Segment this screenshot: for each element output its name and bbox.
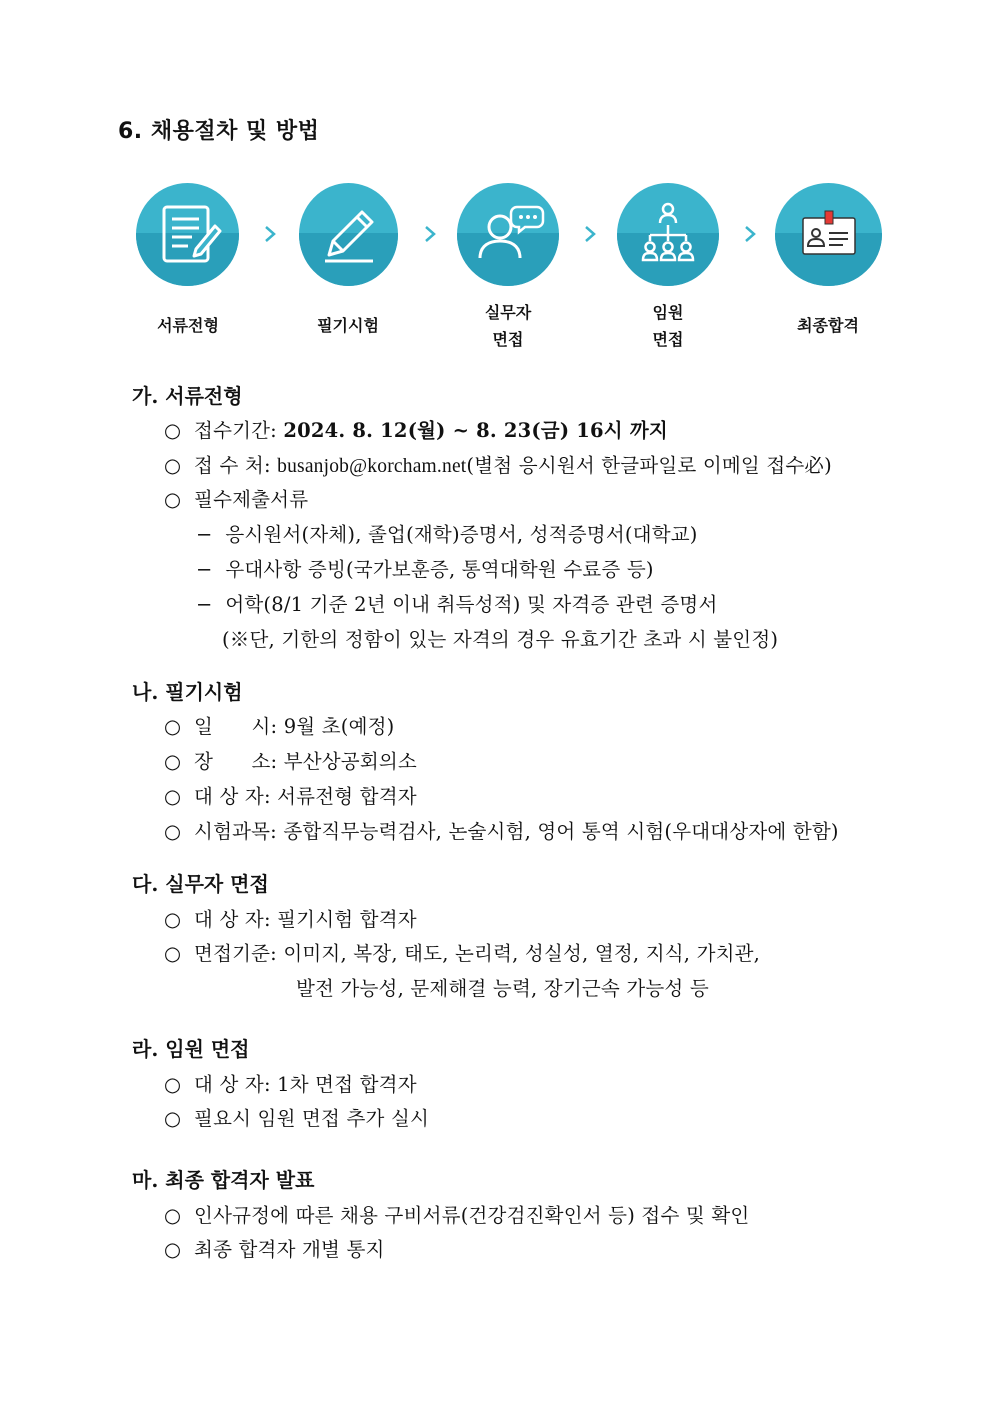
value: 필기시험 합격자 [277,908,417,931]
dash-line [196,554,654,582]
value: 2024. 8. 12(월) ~ 8. 23(금) 16시 까지 [283,419,668,442]
section-title: 다. 실무자 면접 [132,872,269,896]
label: 일 시: [194,715,278,738]
value: 어학(8/1 기준 2년 이내 취득성적) 및 자격증 관련 증명서 [225,593,718,616]
bullet-line [164,711,394,739]
bullet: ○ [164,1204,182,1227]
step-label [608,299,728,353]
label: 대 상 자: [194,785,271,808]
bullet: ○ [164,942,182,965]
value: 응시원서(자체), 졸업(재학)증명서, 성적증명서(대학교) [225,523,698,546]
bullet-line [164,781,417,809]
bullet: ○ [164,750,182,773]
org-chart-icon [617,183,719,286]
section-title: 라. 임원 면접 [132,1037,250,1061]
value: 필요시 임원 면접 추가 실시 [194,1107,430,1130]
dash: − [196,593,213,616]
dash: − [196,558,213,581]
pencil-icon [299,183,398,286]
label: 접 수 처: [194,454,271,477]
value: 부산상공회의소 [283,750,417,773]
step-label-line: 임원 [652,303,684,322]
step-label: 최종합격 [797,316,859,335]
step-label [448,299,568,353]
bullet-line [164,938,760,966]
bullet-line [164,1069,417,1097]
bullet-line [164,415,668,443]
section-title: 마. 최종 합격자 발표 [132,1168,315,1192]
section-title: 가. 서류전형 [132,384,243,408]
bullet: ○ [164,419,182,442]
dash-line [196,519,698,547]
chevron-right-icon [418,222,442,246]
value: 1차 면접 합격자 [277,1073,417,1096]
chevron-right-icon [738,222,762,246]
section-heading: 6. 채용절차 및 방법 [118,119,320,144]
value: 서류전형 합격자 [277,785,417,808]
label: 필수제출서류 [194,488,309,511]
bullet: ○ [164,1107,182,1130]
people-chat-icon [457,183,559,286]
id-badge-icon [775,183,882,286]
step-label-line: 실무자 [484,303,532,322]
label: 접수기간: [194,419,277,442]
section-title: 나. 필기시험 [132,680,243,704]
dash-line [196,589,718,617]
value: 9월 초(예정) [283,715,395,738]
chevron-right-icon [578,222,602,246]
bullet: ○ [164,1073,182,1096]
document-pencil-icon [136,183,239,286]
bullet-line [164,484,308,512]
value: 최종 합격자 개별 통지 [194,1238,385,1261]
label: 장 소: [194,750,278,773]
bullet-line [164,904,417,932]
label: 대 상 자: [194,1073,271,1096]
step-label-line: 면접 [652,330,684,349]
value: 우대사항 증빙(국가보훈증, 통역대학원 수료증 등) [225,558,654,581]
bullet-line [164,816,839,844]
bullet-line [164,1200,749,1228]
label: 시험과목: [194,820,277,843]
bullet: ○ [164,820,182,843]
step-label: 필기시험 [317,316,379,335]
bullet: ○ [164,454,182,477]
bullet: ○ [164,1238,182,1261]
note: (별첨 응시원서 한글파일로 이메일 접수必) [466,454,832,477]
label: 대 상 자: [194,908,271,931]
value: 인사규정에 따른 채용 구비서류(건강검진확인서 등) 접수 및 확인 [194,1204,750,1227]
label: 면접기준: [194,942,277,965]
continuation-line: 발전 가능성, 문제해결 능력, 장기근속 가능성 등 [296,977,709,1000]
step-label: 서류전형 [157,316,219,335]
bullet: ○ [164,908,182,931]
bullet-line [164,450,832,478]
bullet-line [164,1234,385,1262]
bullet: ○ [164,715,182,738]
value: 이미지, 복장, 태도, 논리력, 성실성, 열정, 지식, 가치관, [283,942,761,965]
dash: − [196,523,213,546]
bullet: ○ [164,785,182,808]
bullet-line [164,1103,429,1131]
bullet: ○ [164,488,182,511]
chevron-right-icon [258,222,282,246]
note-line: (※단, 기한의 정함이 있는 자격의 경우 유효기간 초과 시 불인정) [222,628,779,651]
value: 종합직무능력검사, 논술시험, 영어 통역 시험(우대대상자에 한함) [283,820,839,843]
email-link[interactable]: busanjob@korcham.net [277,456,467,477]
bullet-line [164,746,417,774]
step-label-line: 면접 [492,330,524,349]
